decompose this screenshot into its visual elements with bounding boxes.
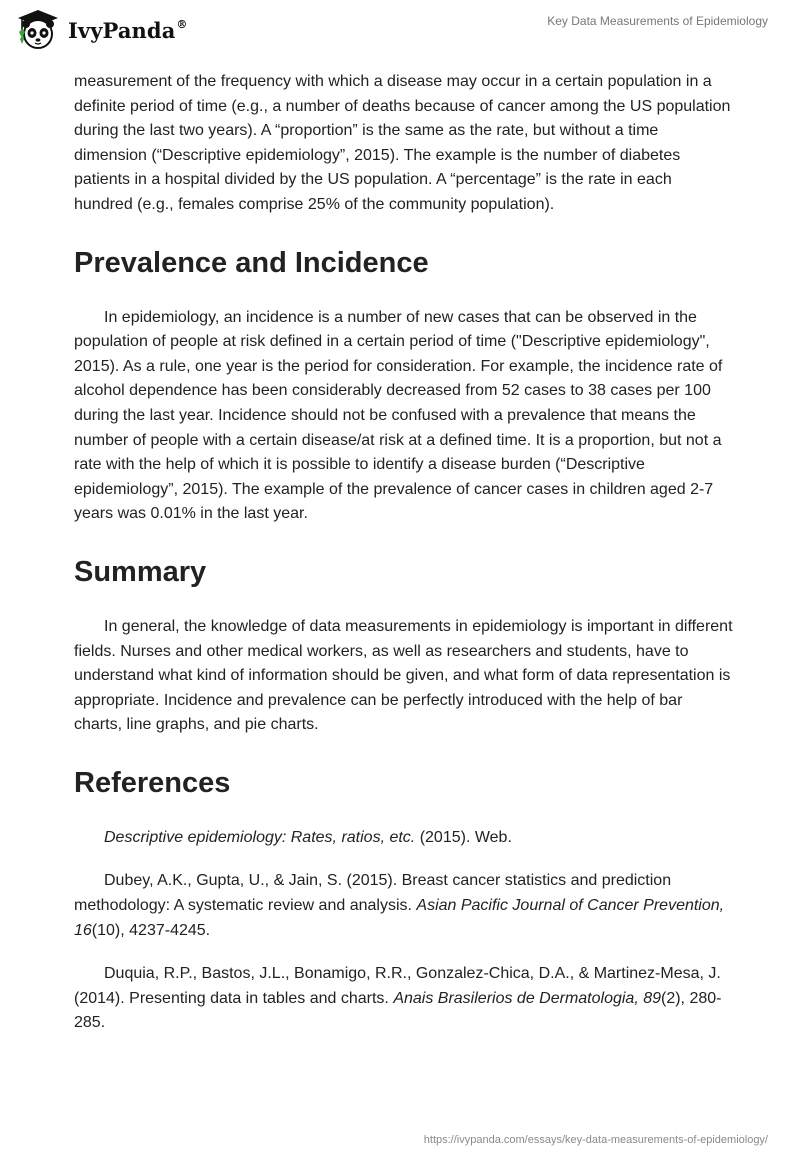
reference-item: Dubey, A.K., Gupta, U., & Jain, S. (2015). Breast cancer statistics and prediction methodology: A systematic review and analysis. Asian Pacific Journal of Cancer Prevention, 16(10), 4237-4245.	[74, 872, 725, 939]
prevalence-paragraph: In epidemiology, an incidence is a number of new cases that can be observed in the population of people at risk defined in a certain period of time ("Descriptive epidemiology", 2015). As a rule, one year is the period for consideration. For example, the incidence rate of alcohol dependence has been considerably decreased from 52 cases to 38 cases per 100 during the last year. Incidence should not be confused with a prevalence that means the number of people with a certain disease/at risk at a defined time. It is a proportion, but not a rate with the help of which it is possible to identify a disease burden (“Descriptive epidemiology”, 2015). The example of the prevalence of cancer cases in children aged 2-7 years was 0.01% in the last year.	[74, 308, 723, 523]
logo-wordmark: IvyPanda®	[68, 17, 188, 43]
footer-url[interactable]: https://ivypanda.com/essays/key-data-measurements-of-epidemiology/	[423, 1134, 768, 1146]
intro-paragraph: measurement of the frequency with which a disease may occur in a certain population in a definite period of time (e.g., a number of deaths because of cancer among the US population during the last two years). A “proportion” is the same as the rate, but without a time dimension (“Descriptive epidemiology”, 2015). The example is the number of diabetes patients in a hospital divided by the US population. A “percentage” is the rate in each hundred (e.g., females comprise 25% of the community population).	[74, 73, 731, 213]
page-header	[0, 0, 800, 66]
summary-paragraph: In general, the knowledge of data measurements in epidemiology is important in different fields. Nurses and other medical workers, as well as researchers and students, have to understand what kind of information should be given, and what form of data representation is appropriate. Incidence and prevalence can be perfectly introduced with the help of bar charts, line graphs, and pie charts.	[74, 617, 733, 734]
document-title: Key Data Measurements of Epidemiology	[547, 14, 768, 28]
ivypanda-logo[interactable]	[14, 8, 188, 52]
reference-item: Descriptive epidemiology: Rates, ratios, etc. (2015). Web.	[104, 828, 512, 846]
section-heading-references: References	[74, 766, 231, 799]
essay-content	[74, 70, 734, 1055]
section-heading-summary: Summary	[74, 555, 207, 588]
section-heading-prevalence: Prevalence and Incidence	[74, 246, 429, 279]
panda-logo-icon	[14, 8, 62, 52]
reference-item: Duquia, R.P., Bastos, J.L., Bonamigo, R.R., Gonzalez-Chica, D.A., & Martinez-Mesa, J. (2014). Presenting data in tables and charts. Anais Brasilerios de Dermatologia, 89(2), 280-285.	[74, 965, 722, 1032]
